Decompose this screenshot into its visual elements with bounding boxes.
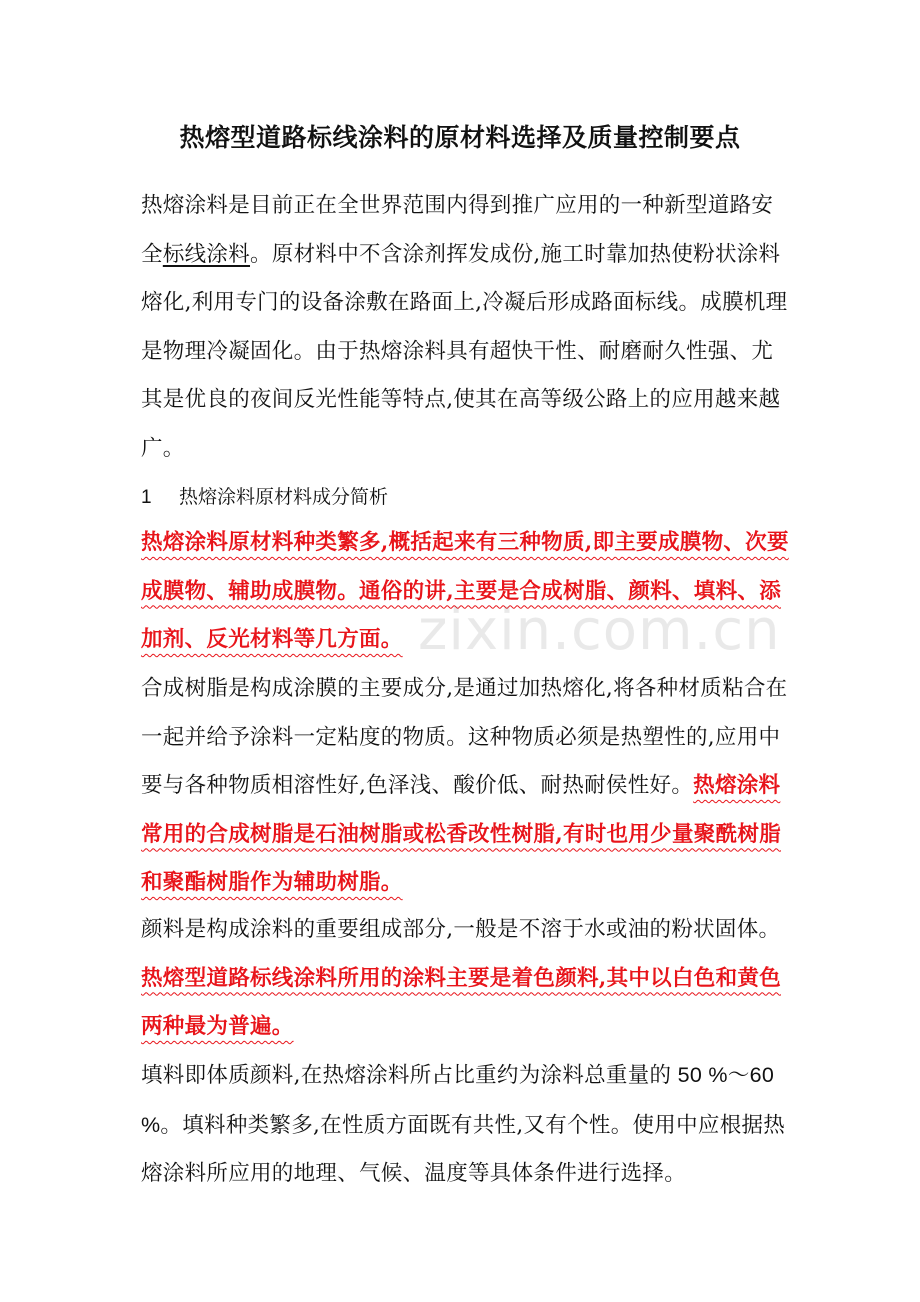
section-heading-text: 热熔涂料原材料成分简析 (179, 486, 389, 508)
intro-text-end: 。原材料中不含涂剂挥发成份,施工时靠加热使粉状涂料熔化,利用专门的设备涂敷在路面上,冷凝后形成路面标线。成膜机理是物理冷凝固化。由于热熔涂料具有超快干性、耐磨耐久性强、尤其是优良的夜间反光性能等特点,使其在高等级公路上的应用越来越广。 (141, 241, 788, 461)
materials-overview-highlight: 热熔涂料原材料种类繁多,概括起来有三种物质,即主要成膜物、次要成膜物、辅助成膜物。通俗的讲,主要是合成树脂、颜料、填料、添加剂、反光材料等几方面。 (141, 530, 789, 652)
filler-text-start: 填料即体质颜料,在热熔涂料所占比重约为涂料总重量的 (141, 1063, 672, 1088)
watermark: zixin.com.cn (418, 598, 781, 663)
resin-text: 合成树脂是构成涂膜的主要成分,是通过加热熔化,将各种材质粘合在一起并给予涂料一定粘度的物质。这种物质必须是热塑性的,应用中要与各种物质相溶性好,色泽浅、酸价低、耐热耐侯性好。 (141, 676, 788, 798)
intro-paragraph (141, 182, 791, 473)
materials-overview-paragraph (141, 519, 791, 665)
filler-percentage: 50 %～60 % (141, 1063, 775, 1137)
pigment-paragraph (141, 906, 791, 1052)
resin-paragraph (141, 665, 791, 908)
section-heading (141, 477, 388, 518)
pigment-text: 颜料是构成涂料的重要组成部分,一般是不溶于水或油的粉状固体。 (141, 917, 781, 942)
coating-link[interactable]: 标线涂料 (162, 241, 251, 267)
resin-highlight: 热熔涂料常用的合成树脂是石油树脂或松香改性树脂,有时也用少量聚酰树脂和聚酯树脂作为辅助树脂。 (141, 773, 781, 895)
pigment-highlight: 热熔型道路标线涂料所用的涂料主要是着色颜料,其中以白色和黄色两种最为普遍。 (141, 965, 781, 1039)
section-number: 1 (141, 487, 152, 508)
intro-text-start: 热熔涂料是目前正在全世界范围内得到推广应用的一种新型道路安全 (141, 193, 774, 267)
document-title: 热熔型道路标线涂料的原材料选择及质量控制要点 (179, 123, 741, 152)
filler-text-end: 。填料种类繁多,在性质方面既有共性,又有个性。使用中应根据热熔涂料所应用的地理、气候、温度等具体条件进行选择。 (141, 1112, 786, 1186)
filler-paragraph (141, 1051, 791, 1199)
